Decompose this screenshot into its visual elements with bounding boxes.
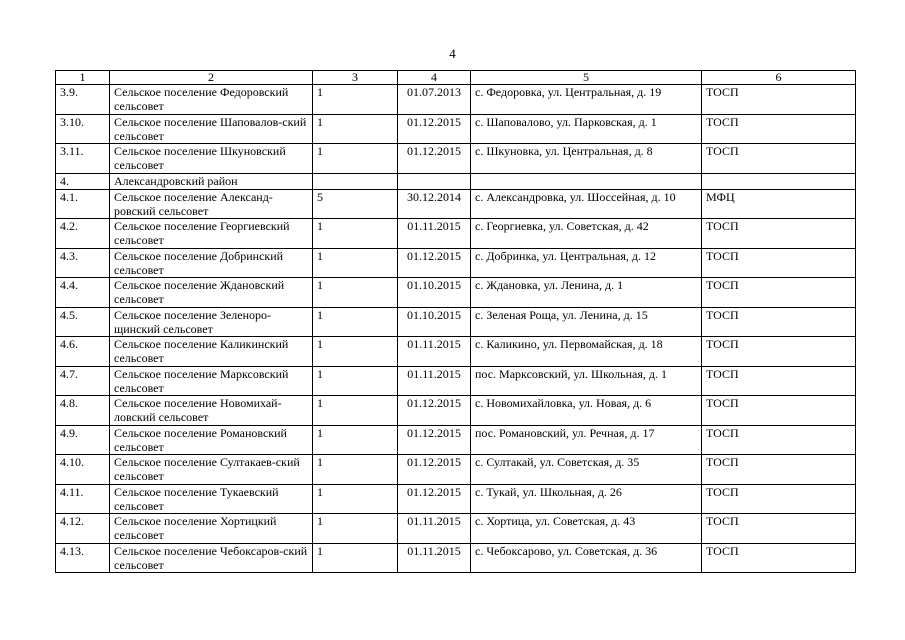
count-cell: 5 — [313, 189, 398, 219]
address-cell: с. Зеленая Роща, ул. Ленина, д. 15 — [471, 307, 702, 337]
settlement-name-cell: Сельское поселение Шкуновский сельсовет — [110, 144, 313, 174]
count-cell: 1 — [313, 307, 398, 337]
settlement-name-cell: Сельское поселение Романовский сельсовет — [110, 425, 313, 455]
table-row — [56, 425, 856, 455]
row-number-cell: 3.11. — [56, 144, 110, 174]
count-cell: 1 — [313, 543, 398, 573]
column-header: 1 — [56, 71, 110, 85]
table-row — [56, 455, 856, 485]
date-cell: 01.12.2015 — [398, 114, 471, 144]
type-cell: ТОСП — [702, 144, 856, 174]
count-cell: 1 — [313, 248, 398, 278]
row-number-cell: 4.3. — [56, 248, 110, 278]
type-cell: ТОСП — [702, 219, 856, 249]
address-cell: с. Хортица, ул. Советская, д. 43 — [471, 514, 702, 544]
settlement-name-cell: Сельское поселение Хортицкий сельсовет — [110, 514, 313, 544]
date-cell: 01.11.2015 — [398, 366, 471, 396]
table-body — [56, 85, 856, 573]
type-cell: ТОСП — [702, 114, 856, 144]
address-cell: с. Александровка, ул. Шоссейная, д. 10 — [471, 189, 702, 219]
address-cell: с. Георгиевка, ул. Советская, д. 42 — [471, 219, 702, 249]
date-cell: 01.12.2015 — [398, 425, 471, 455]
row-number-cell: 4.12. — [56, 514, 110, 544]
row-number-cell: 4.5. — [56, 307, 110, 337]
count-cell: 1 — [313, 278, 398, 308]
column-header: 5 — [471, 71, 702, 85]
address-cell: с. Шаповалово, ул. Парковская, д. 1 — [471, 114, 702, 144]
table-row — [56, 307, 856, 337]
count-cell: 1 — [313, 514, 398, 544]
date-cell: 01.12.2015 — [398, 248, 471, 278]
count-cell: 1 — [313, 114, 398, 144]
page-number: 4 — [449, 46, 456, 61]
table-row — [56, 85, 856, 115]
registry-table — [55, 70, 856, 573]
table-row — [56, 337, 856, 367]
count-cell: 1 — [313, 425, 398, 455]
row-number-cell: 3.9. — [56, 85, 110, 115]
address-cell: с. Чебоксарово, ул. Советская, д. 36 — [471, 543, 702, 573]
count-cell: 1 — [313, 396, 398, 426]
address-cell: с. Султакай, ул. Советская, д. 35 — [471, 455, 702, 485]
address-cell: с. Тукай, ул. Школьная, д. 26 — [471, 484, 702, 514]
row-number-cell: 4.8. — [56, 396, 110, 426]
settlement-name-cell: Сельское поселение Зеленоро-щинский сельсовет — [110, 307, 313, 337]
count-cell: 1 — [313, 366, 398, 396]
address-cell: пос. Марксовский, ул. Школьная, д. 1 — [471, 366, 702, 396]
column-header: 6 — [702, 71, 856, 85]
type-cell: ТОСП — [702, 278, 856, 308]
row-number-cell: 4.7. — [56, 366, 110, 396]
table-row — [56, 114, 856, 144]
settlement-name-cell: Сельское поселение Султакаев-ский сельсовет — [110, 455, 313, 485]
table-row — [56, 219, 856, 249]
count-cell — [313, 173, 398, 189]
settlement-name-cell: Александровский район — [110, 173, 313, 189]
settlement-name-cell: Сельское поселение Тукаевский сельсовет — [110, 484, 313, 514]
date-cell: 01.12.2015 — [398, 144, 471, 174]
table-row — [56, 248, 856, 278]
count-cell: 1 — [313, 144, 398, 174]
date-cell: 01.10.2015 — [398, 307, 471, 337]
type-cell: ТОСП — [702, 484, 856, 514]
type-cell: ТОСП — [702, 366, 856, 396]
address-cell: с. Добринка, ул. Центральная, д. 12 — [471, 248, 702, 278]
type-cell: ТОСП — [702, 307, 856, 337]
type-cell — [702, 173, 856, 189]
row-number-cell: 4.6. — [56, 337, 110, 367]
type-cell: ТОСП — [702, 337, 856, 367]
column-header: 2 — [110, 71, 313, 85]
column-number-row — [56, 71, 856, 85]
settlement-name-cell: Сельское поселение Новомихай-ловский сельсовет — [110, 396, 313, 426]
count-cell: 1 — [313, 455, 398, 485]
column-header: 4 — [398, 71, 471, 85]
type-cell: МФЦ — [702, 189, 856, 219]
address-cell: с. Шкуновка, ул. Центральная, д. 8 — [471, 144, 702, 174]
type-cell: ТОСП — [702, 248, 856, 278]
date-cell: 01.11.2015 — [398, 337, 471, 367]
type-cell: ТОСП — [702, 514, 856, 544]
settlement-name-cell: Сельское поселение Марксовский сельсовет — [110, 366, 313, 396]
row-number-cell: 4. — [56, 173, 110, 189]
table-row — [56, 514, 856, 544]
date-cell — [398, 173, 471, 189]
date-cell: 01.12.2015 — [398, 455, 471, 485]
row-number-cell: 4.2. — [56, 219, 110, 249]
date-cell: 01.07.2013 — [398, 85, 471, 115]
type-cell: ТОСП — [702, 396, 856, 426]
date-cell: 01.11.2015 — [398, 219, 471, 249]
count-cell: 1 — [313, 484, 398, 514]
address-cell — [471, 173, 702, 189]
table-row — [56, 189, 856, 219]
settlement-name-cell: Сельское поселение Александ-ровский сельсовет — [110, 189, 313, 219]
row-number-cell: 4.10. — [56, 455, 110, 485]
date-cell: 01.11.2015 — [398, 543, 471, 573]
date-cell: 01.12.2015 — [398, 484, 471, 514]
table-row — [56, 278, 856, 308]
address-cell: с. Каликино, ул. Первомайская, д. 18 — [471, 337, 702, 367]
type-cell: ТОСП — [702, 425, 856, 455]
address-cell: пос. Романовский, ул. Речная, д. 17 — [471, 425, 702, 455]
table-row — [56, 396, 856, 426]
type-cell: ТОСП — [702, 543, 856, 573]
table-row — [56, 484, 856, 514]
date-cell: 01.12.2015 — [398, 396, 471, 426]
table-row — [56, 144, 856, 174]
row-number-cell: 4.13. — [56, 543, 110, 573]
count-cell: 1 — [313, 85, 398, 115]
settlement-name-cell: Сельское поселение Добринский сельсовет — [110, 248, 313, 278]
row-number-cell: 4.11. — [56, 484, 110, 514]
settlement-name-cell: Сельское поселение Георгиевский сельсовет — [110, 219, 313, 249]
type-cell: ТОСП — [702, 85, 856, 115]
date-cell: 30.12.2014 — [398, 189, 471, 219]
address-cell: с. Федоровка, ул. Центральная, д. 19 — [471, 85, 702, 115]
count-cell: 1 — [313, 219, 398, 249]
row-number-cell: 3.10. — [56, 114, 110, 144]
count-cell: 1 — [313, 337, 398, 367]
settlement-name-cell: Сельское поселение Ждановский сельсовет — [110, 278, 313, 308]
settlement-name-cell: Сельское поселение Каликинский сельсовет — [110, 337, 313, 367]
row-number-cell: 4.9. — [56, 425, 110, 455]
table-row — [56, 543, 856, 573]
settlement-name-cell: Сельское поселение Шаповалов-ский сельсовет — [110, 114, 313, 144]
date-cell: 01.11.2015 — [398, 514, 471, 544]
address-cell: с. Ждановка, ул. Ленина, д. 1 — [471, 278, 702, 308]
row-number-cell: 4.1. — [56, 189, 110, 219]
row-number-cell: 4.4. — [56, 278, 110, 308]
table-row — [56, 173, 856, 189]
column-header: 3 — [313, 71, 398, 85]
table-row — [56, 366, 856, 396]
settlement-name-cell: Сельское поселение Федоровский сельсовет — [110, 85, 313, 115]
date-cell: 01.10.2015 — [398, 278, 471, 308]
address-cell: с. Новомихайловка, ул. Новая, д. 6 — [471, 396, 702, 426]
type-cell: ТОСП — [702, 455, 856, 485]
settlement-name-cell: Сельское поселение Чебоксаров-ский сельсовет — [110, 543, 313, 573]
